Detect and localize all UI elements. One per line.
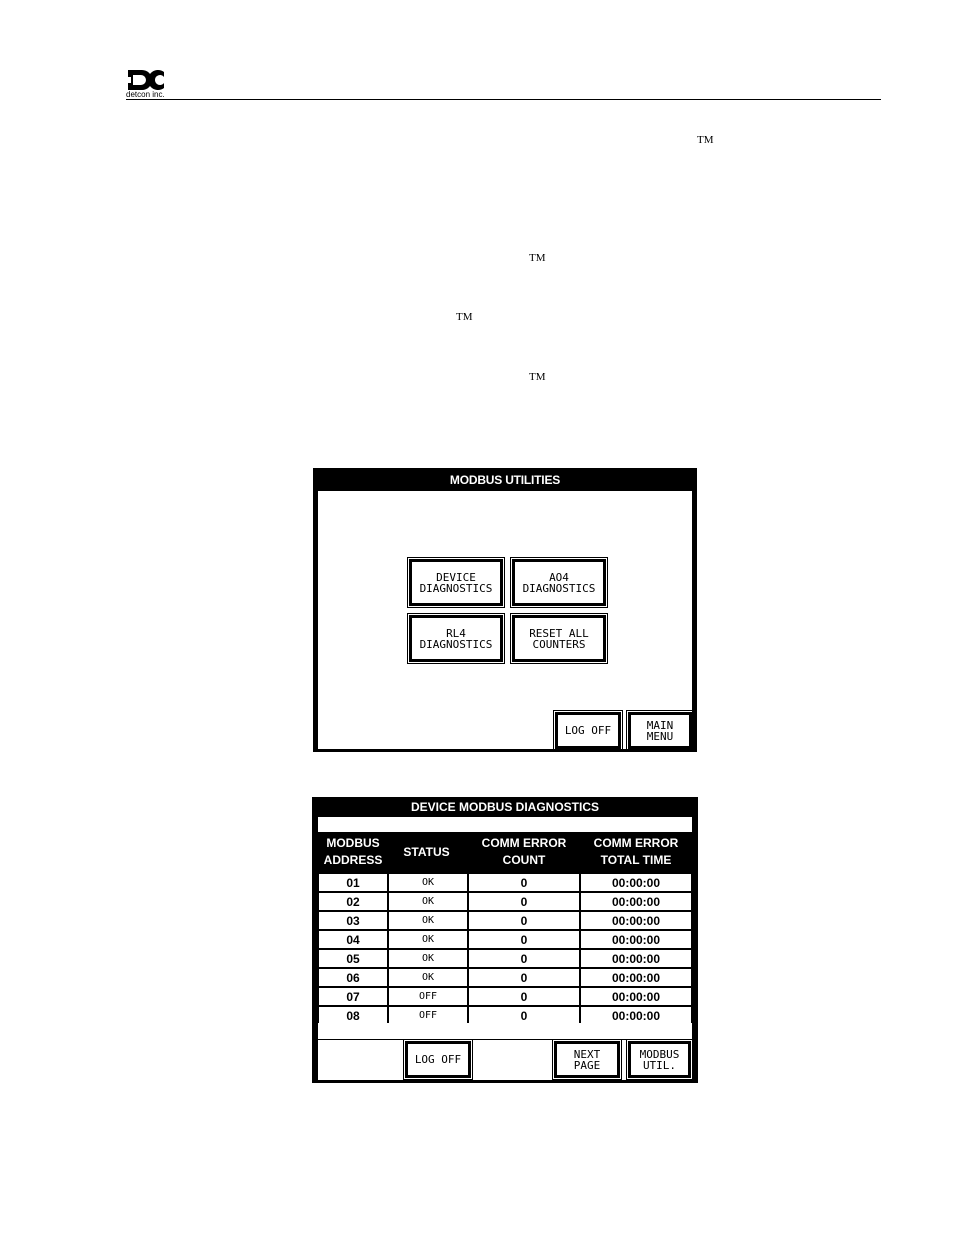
screen-body [318,491,692,749]
log-off-button[interactable] [555,712,621,749]
ao4-diagnostics-button[interactable] [512,559,606,606]
cell-address: 05 [319,950,387,967]
cell-comm-error-count: 0 [469,969,579,986]
cell-address: 03 [319,912,387,929]
table-row [318,931,692,948]
button-label: MAIN [646,718,674,732]
cell-status: OFF [389,988,467,1005]
button-label: NEXT [573,1047,601,1061]
cell-address: 04 [319,931,387,948]
column-header-comm-error-total-time: COMM ERROR TOTAL TIME [593,836,679,867]
cell-status: OK [389,931,467,948]
cell-status: OK [389,969,467,986]
cell-address: 07 [319,988,387,1005]
cell-status: OK [389,912,467,929]
cell-comm-error-total-time: 00:00:00 [581,1007,691,1024]
trademark-mark: TM [529,371,546,383]
button-label: MODBUS [639,1047,680,1061]
cell-comm-error-count: 0 [469,1007,579,1024]
button-label: LOG OFF [564,724,612,737]
cell-comm-error-count: 0 [469,931,579,948]
cell-comm-error-count: 0 [469,988,579,1005]
cell-status: OK [389,874,467,891]
cell-address: 01 [319,874,387,891]
cell-comm-error-count: 0 [469,874,579,891]
button-label: DIAGNOSTICS [419,581,493,595]
table-row [318,1007,692,1024]
trademark-mark: TM [529,252,546,264]
cell-comm-error-total-time: 00:00:00 [581,912,691,929]
button-label: DIAGNOSTICS [522,581,596,595]
table-row [318,912,692,929]
cell-address: 06 [319,969,387,986]
reset-all-counters-button[interactable] [512,615,606,662]
table-row [318,950,692,967]
screen-title: DEVICE MODBUS DIAGNOSTICS [410,800,599,814]
cell-comm-error-count: 0 [469,912,579,929]
main-menu-button[interactable] [628,712,692,749]
cell-comm-error-count: 0 [469,950,579,967]
button-label: UTIL. [642,1058,677,1072]
cell-comm-error-total-time: 00:00:00 [581,874,691,891]
device-modbus-diagnostics-screen [312,797,698,1083]
cell-comm-error-total-time: 00:00:00 [581,893,691,910]
cell-comm-error-total-time: 00:00:00 [581,969,691,986]
cell-status: OFF [389,1007,467,1024]
screen-title: MODBUS UTILITIES [449,472,561,487]
button-label: DEVICE [436,570,476,584]
trademark-mark: TM [456,311,473,323]
cell-address: 08 [319,1007,387,1024]
logo-text: detcon inc. [126,90,165,99]
screen-footer [318,1023,692,1080]
button-label: RL4 [446,626,466,640]
table-row [318,893,692,910]
status-line [318,817,692,832]
modbus-utilities-screen [313,468,697,752]
button-label: LOG OFF [414,1053,462,1066]
next-page-button[interactable] [554,1041,620,1078]
cell-address: 02 [319,893,387,910]
button-label: PAGE [573,1058,601,1072]
cell-status: OK [389,950,467,967]
diagnostics-table [318,873,692,1023]
rl4-diagnostics-button[interactable] [409,615,503,662]
table-row [318,988,692,1005]
cell-comm-error-count: 0 [469,893,579,910]
column-header-status: STATUS [403,844,450,859]
table-row [318,969,692,986]
cell-comm-error-total-time: 00:00:00 [581,950,691,967]
table-row [318,874,692,891]
button-label: AO4 [549,570,569,584]
trademark-mark: TM [697,134,714,146]
button-label: COUNTERS [532,637,586,651]
button-label: RESET ALL [529,626,589,640]
log-off-button[interactable] [405,1041,471,1078]
button-label: MENU [646,729,674,743]
cell-comm-error-total-time: 00:00:00 [581,988,691,1005]
header-divider [126,99,881,100]
modbus-util-button[interactable] [628,1041,691,1078]
column-header-comm-error-count: COMM ERROR COUNT [481,836,567,867]
cell-comm-error-total-time: 00:00:00 [581,931,691,948]
button-label: DIAGNOSTICS [419,637,493,651]
footer-strip [318,1023,692,1040]
cell-status: OK [389,893,467,910]
device-diagnostics-button[interactable] [409,559,503,606]
column-header-modbus-address: MODBUS ADDRESS [323,836,383,867]
